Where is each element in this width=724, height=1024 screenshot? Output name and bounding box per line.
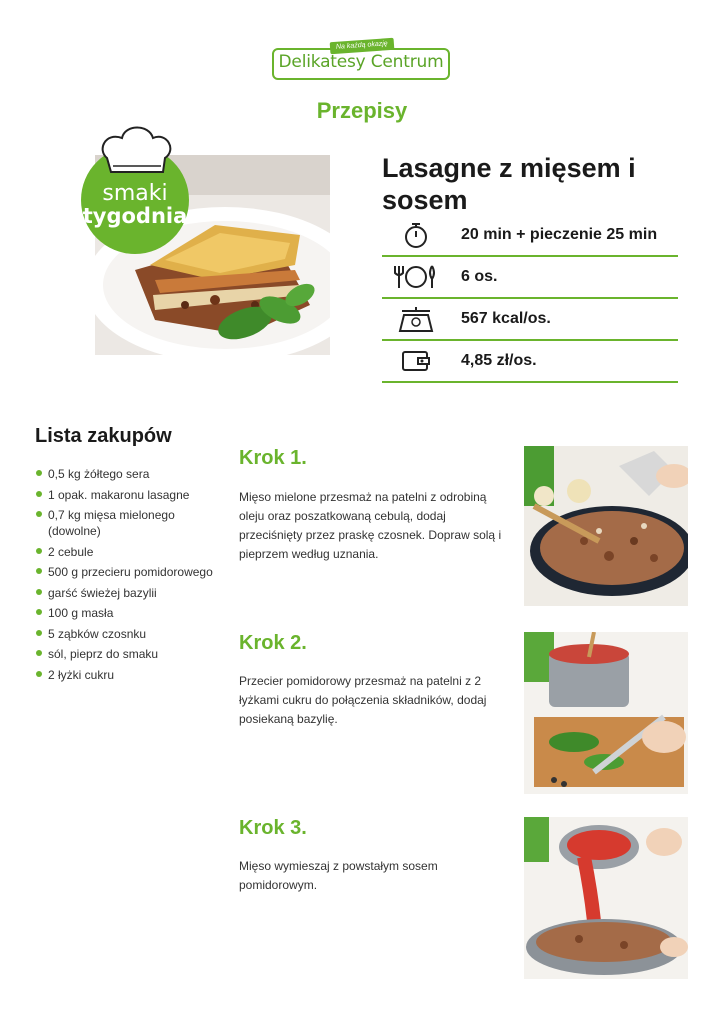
smaki-tygodnia-badge [67, 120, 207, 255]
list-item: 2 łyżki cukru [36, 667, 226, 683]
step-1-text: Mięso mielone przesmaż na patelni z odrobiną oleju oraz poszatkowaną cebulą, dodaj przeciśnięty przez praskę czosnek. Dopraw solą i pieprzem według uznania. [239, 490, 502, 561]
logo-tagline: Na każdą okazję [330, 38, 394, 54]
list-item: sól, pieprz do smaku [36, 646, 226, 662]
recipe-title: Lasagne z mięsem i sosem [382, 153, 636, 215]
info-cost-value: 4,85 zł/os. [461, 352, 537, 369]
step-3-photo [524, 817, 688, 979]
step-3-title: Krok 3. [239, 817, 307, 839]
info-time-value: 20 min + pieczenie 25 min [461, 226, 658, 243]
badge-line2: tygodnia [82, 204, 188, 228]
step-3-text: Mięso wymieszaj z powstałym sosem pomidorowym. [239, 859, 438, 892]
scale-icon [382, 305, 450, 333]
step-2-photo [524, 632, 688, 794]
info-row-time [382, 215, 678, 257]
shopping-list-title: Lista zakupów [35, 425, 172, 447]
shopping-list [36, 466, 226, 687]
section-title: Przepisy [316, 98, 408, 123]
stopwatch-icon [382, 221, 450, 249]
brand-logo [272, 40, 450, 80]
info-calories-value: 567 kcal/os. [461, 310, 551, 327]
list-item: 100 g masła [36, 605, 226, 621]
step-1-photo [524, 446, 688, 606]
info-row-calories [382, 299, 678, 341]
list-item: 5 ząbków czosnku [36, 626, 226, 642]
info-servings-value: 6 os. [461, 268, 498, 285]
badge-line1: smaki [102, 181, 168, 206]
list-item: 500 g przecieru pomidorowego [36, 564, 226, 580]
list-item: 0,5 kg żółtego sera [36, 466, 226, 482]
chef-hat-icon [103, 128, 171, 173]
list-item: 1 opak. makaronu lasagne [36, 487, 226, 503]
info-row-cost [382, 341, 678, 383]
wallet-icon [382, 347, 450, 375]
logo-text: Delikatesy Centrum [278, 52, 444, 72]
step-2-text: Przecier pomidorowy przesmaż na patelni z 2 łyżkami cukru do połączenia składników, dodaj posiekaną bazylię. [239, 674, 487, 726]
info-row-servings [382, 257, 678, 299]
list-item: 2 cebule [36, 544, 226, 560]
step-2-title: Krok 2. [239, 632, 307, 654]
list-item: garść świeżej bazylii [36, 585, 226, 601]
cutlery-plate-icon [382, 263, 450, 291]
list-item: 0,7 kg mięsa mielonego (dowolne) [36, 507, 226, 539]
recipe-info-table [382, 215, 678, 383]
step-1-title: Krok 1. [239, 447, 307, 469]
